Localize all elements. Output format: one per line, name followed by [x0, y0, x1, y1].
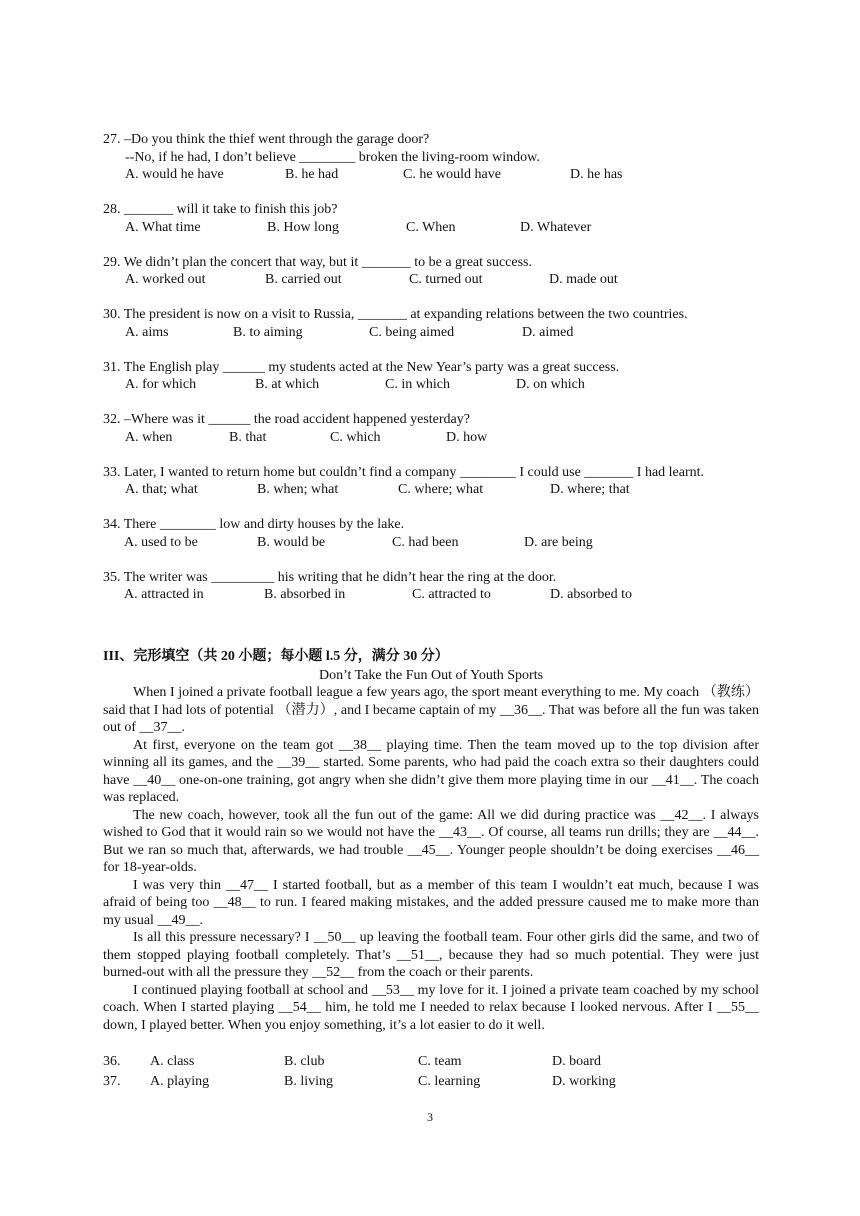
option-d: D. he has [570, 167, 623, 182]
question-stem: 31. The English play ______ my students acted at the New Year’s party was a great success. [103, 359, 620, 375]
answer-row-36 [103, 1052, 759, 1073]
option-a: A. playing [150, 1074, 210, 1089]
option-d: D. board [552, 1053, 601, 1069]
question-35 [103, 569, 759, 604]
option-a: A. that; what [125, 482, 198, 497]
option-b: B. when; what [257, 482, 339, 497]
question-stem: 32. –Where was it ______ the road accident happened yesterday? [103, 412, 470, 427]
answer-choices [103, 1052, 759, 1093]
question-27 [103, 131, 759, 184]
option-d: D. how [446, 429, 488, 445]
section-heading: III、完形填空（共 20 小题；每小题 l.5 分，满分 30 分） [103, 648, 449, 664]
option-a: A. What time [125, 219, 201, 235]
answer-number: 37. [103, 1074, 121, 1089]
option-d: D. made out [549, 272, 618, 287]
question-options [103, 324, 759, 342]
question-options [103, 429, 759, 447]
question-33 [103, 464, 759, 499]
option-c: C. When [406, 219, 456, 235]
page-number: 3 [427, 1110, 433, 1124]
option-b: B. he had [285, 167, 339, 182]
passage-paragraph: The new coach, however, took all the fun out of the game: All we did during practice was __42__. I always wished to God that it would rain so we would not have the __43__. Of course, all teams run drills; they are __44__. But we ran so much that, afterwards, we had trouble __45__. Younger people shouldn’t be doing exercises __46__ for 18-year-olds. [103, 807, 759, 875]
question-30 [103, 306, 759, 341]
answer-number: 36. [103, 1053, 121, 1069]
option-a: A. for which [125, 377, 197, 392]
option-a: A. would he have [125, 167, 224, 182]
question-stem: 27. –Do you think the thief went through the garage door? [103, 132, 430, 147]
option-b: B. carried out [265, 272, 342, 287]
option-c: C. team [418, 1053, 462, 1069]
question-stem: 34. There ________ low and dirty houses by the lake. [103, 517, 405, 532]
exam-page [103, 131, 759, 1093]
passage-paragraph: I was very thin __47__ I started football, but as a member of this team I wouldn’t eat much, because I was afraid of being too __48__ to run. I feared making mistakes, and the added pressure caused me to make more than my usual __49__. [103, 877, 759, 928]
option-d: D. are being [524, 534, 593, 550]
option-d: D. on which [516, 377, 585, 392]
passage-title: Don’t Take the Fun Out of Youth Sports [318, 667, 544, 683]
question-stem: 30. The president is now on a visit to Russia, _______ at expanding relations between the two countries. [103, 307, 688, 322]
option-a: A. attracted in [124, 587, 204, 602]
question-options [103, 586, 759, 604]
option-c: C. he would have [403, 167, 501, 182]
question-options [103, 219, 759, 237]
option-c: C. attracted to [412, 587, 491, 602]
option-a: A. when [125, 429, 173, 445]
option-b: B. How long [267, 219, 339, 235]
question-options [103, 166, 759, 184]
question-options [103, 376, 759, 394]
question-34 [103, 516, 759, 551]
question-options [103, 534, 759, 552]
passage-paragraph: At first, everyone on the team got __38__ playing time. Then the team moved up to the top division after winning all its games, and the __39__ started. Some parents, who had paid the coach extra so their daughters could have __40__ one-on-one training, got angry when she didn’t give them more playing time in our __41__. The coach was replaced. [103, 737, 759, 805]
option-d: D. where; that [550, 482, 630, 497]
option-a: A. aims [125, 324, 169, 340]
option-b: B. to aiming [233, 324, 303, 340]
option-b: B. at which [255, 377, 320, 392]
question-32 [103, 411, 759, 446]
question-28 [103, 201, 759, 236]
option-c: C. being aimed [369, 324, 455, 340]
question-stem: 28. _______ will it take to finish this job? [103, 202, 338, 217]
option-c: C. which [330, 429, 381, 445]
option-c: C. where; what [398, 482, 484, 497]
option-d: D. Whatever [520, 219, 592, 235]
option-b: B. that [229, 429, 267, 445]
question-29 [103, 254, 759, 289]
question-stem: 35. The writer was _________ his writing that he didn’t hear the ring at the door. [103, 569, 557, 585]
option-c: C. learning [418, 1074, 481, 1089]
option-a: A. worked out [125, 272, 206, 287]
option-c: C. in which [385, 377, 450, 392]
question-31 [103, 359, 759, 394]
option-d: D. working [552, 1074, 616, 1089]
option-b: B. would be [257, 534, 326, 550]
question-stem: 29. We didn’t plan the concert that way, but it _______ to be a great success. [103, 254, 533, 270]
option-b: B. club [284, 1053, 325, 1069]
passage-paragraph: When I joined a private football league a few years ago, the sport meant everything to me. My coach （教练）said that I had lots of potential （潜力）, and I became captain of my __36__. That was before all the fun was taken out of __37__. [103, 685, 759, 735]
question-options [103, 271, 759, 289]
option-d: D. absorbed to [550, 587, 633, 602]
passage-paragraph: I continued playing football at school and __53__ my love for it. I joined a private team coached by my school coach. When I started playing __54__ him, he told me I needed to relax because I looked nervous. After I __55__ down, I played better. When you enjoy something, it’s a lot easier to do it well. [103, 982, 759, 1033]
option-d: D. aimed [522, 324, 574, 340]
option-a: A. used to be [124, 534, 198, 550]
option-b: B. living [284, 1074, 334, 1089]
option-c: C. had been [392, 534, 459, 550]
option-b: B. absorbed in [264, 587, 346, 602]
option-a: A. class [150, 1053, 195, 1069]
question-stem: 33. Later, I wanted to return home but couldn’t find a company ________ I could use _______ I had learnt. [103, 464, 705, 480]
passage-paragraph: Is all this pressure necessary? I __50__ up leaving the football team. Four other girls did the same, and two of them stopped playing football completely. That’s __51__, because they had so much potential. They were just burned-out with all the pressure they __52__ from the coach or their parents. [103, 930, 759, 980]
option-c: C. turned out [409, 272, 483, 287]
question-options [103, 481, 759, 499]
answer-row-37 [103, 1072, 759, 1093]
question-reply: --No, if he had, I don’t believe ________ broken the living-room window. [125, 149, 540, 165]
